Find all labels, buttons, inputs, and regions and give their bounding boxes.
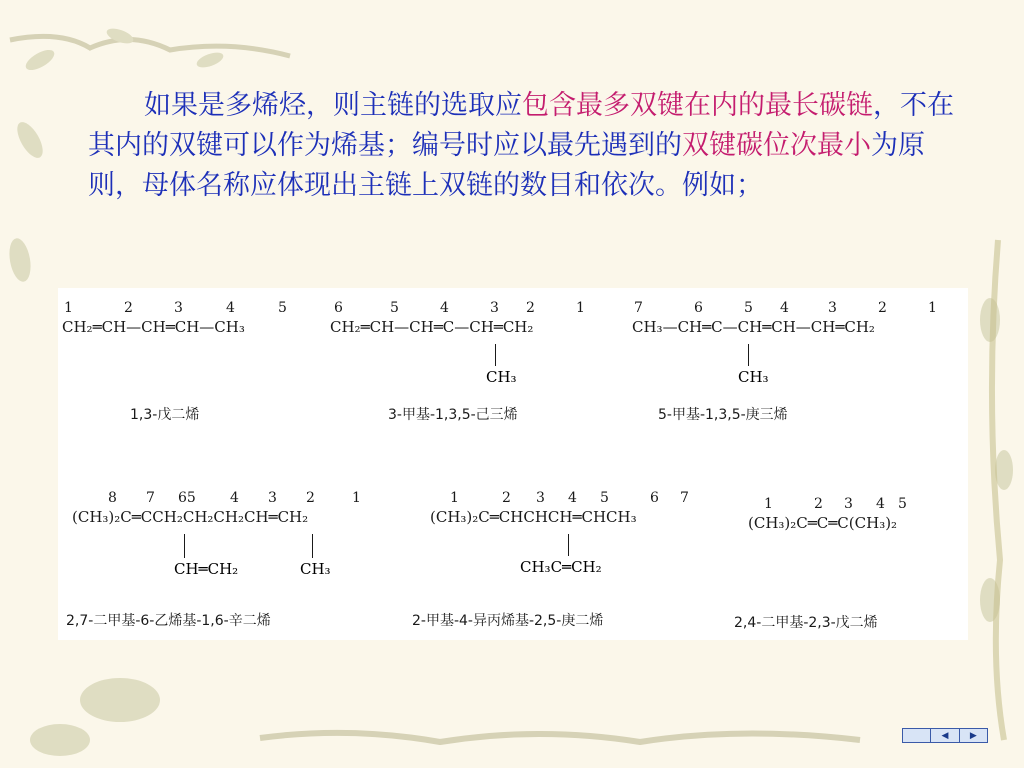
atom-number: 3 [536, 490, 545, 506]
bond-line [184, 534, 185, 558]
atom-number: 5 [278, 300, 287, 316]
atom-number: 4 [780, 300, 789, 316]
atom-number: 1 [576, 300, 585, 316]
atom-number: 3 [844, 496, 853, 512]
prev-slide-button[interactable] [931, 729, 959, 742]
branch-group: CH₃ [300, 560, 331, 578]
molecule-6 [748, 496, 907, 536]
atom-number: 6 [334, 300, 343, 316]
bond-line [495, 344, 496, 366]
para-highlight-2: 双键碳位次最小 [682, 130, 871, 161]
molecule-5 [430, 490, 689, 530]
atom-number: 3 [490, 300, 499, 316]
compound-name: 2,7-二甲基-6-乙烯基-1,6-辛二烯 [66, 613, 271, 629]
bond-line [312, 534, 313, 558]
atom-number: 1 [764, 496, 773, 512]
atom-number: 5 [390, 300, 399, 316]
structural-formula: (CH₃)₂C═C═C(CH₃)₂ [748, 514, 898, 532]
structures-panel [58, 288, 968, 640]
molecule-1 [62, 300, 287, 340]
atom-number: 7 [634, 300, 643, 316]
bond-line [568, 534, 569, 556]
para-highlight-1: 包含最多双键在内的最长碳链 [522, 90, 873, 121]
compound-name: 2-甲基-4-异丙烯基-2,5-庚二烯 [412, 613, 604, 629]
atom-number: 1 [450, 490, 459, 506]
structural-formula: CH₂═CH—CH═CH—CH₃ [62, 318, 245, 336]
atom-number: 3 [828, 300, 837, 316]
molecule-3 [632, 300, 937, 340]
atom-number: 7 [680, 490, 689, 506]
atom-number: 3 [174, 300, 183, 316]
atom-number: 4 [226, 300, 235, 316]
compound-name: 1,3-戊二烯 [130, 407, 200, 423]
atom-number: 7 [146, 490, 155, 506]
atom-number: 2 [502, 490, 511, 506]
atom-number: 2 [878, 300, 887, 316]
structural-formula: (CH₃)₂C═CHCHCH═CHCH₃ [430, 508, 637, 526]
atom-numbers [62, 300, 287, 318]
atom-number: 1 [352, 490, 361, 506]
atom-numbers [748, 496, 907, 514]
atom-number: 3 [268, 490, 277, 506]
atom-number: 4 [876, 496, 885, 512]
atom-number: 6 [650, 490, 659, 506]
atom-number: 65 [178, 490, 196, 506]
next-slide-button[interactable] [960, 729, 987, 742]
triangle-right-icon: ▶ [969, 730, 977, 741]
molecule-2 [330, 300, 585, 340]
branch-group: CH₃ [738, 368, 769, 386]
atom-number: 1 [64, 300, 73, 316]
atom-number: 5 [600, 490, 609, 506]
para-seg-3: 为原则，母体名称应体现出主链上双链的数目和依次。例如； [88, 130, 925, 201]
body-paragraph [88, 86, 958, 206]
atom-number: 2 [526, 300, 535, 316]
structural-formula: CH₃—CH═C—CH═CH—CH═CH₂ [632, 318, 875, 336]
bond-line [748, 344, 749, 366]
atom-number: 4 [440, 300, 449, 316]
atom-numbers [330, 300, 585, 318]
atom-numbers [72, 490, 361, 508]
para-seg-1: 如果是多烯烃，则主链的选取应 [144, 90, 522, 121]
atom-numbers [632, 300, 937, 318]
atom-number: 6 [694, 300, 703, 316]
atom-number: 5 [898, 496, 907, 512]
atom-number: 1 [928, 300, 937, 316]
branch-group: CH₃C═CH₂ [520, 558, 602, 576]
atom-number: 8 [108, 490, 117, 506]
atom-number: 5 [744, 300, 753, 316]
branch-group: CH₃ [486, 368, 517, 386]
slide-nav-bar [902, 728, 988, 743]
para-seg-2: ，不在其内的双键可以作为烯基；编号时应以最先遇到的 [88, 90, 954, 161]
compound-name: 3-甲基-1,3,5-己三烯 [388, 407, 518, 423]
triangle-left-icon: ◀ [941, 730, 949, 741]
atom-numbers [430, 490, 689, 508]
structural-formula: (CH₃)₂C═CCH₂CH₂CH₂CH═CH₂ [72, 508, 309, 526]
structural-formula: CH₂═CH—CH═C—CH═CH₂ [330, 318, 534, 336]
compound-name: 5-甲基-1,3,5-庚三烯 [658, 407, 788, 423]
atom-number: 2 [306, 490, 315, 506]
nav-blank-left [903, 729, 931, 742]
atom-number: 2 [124, 300, 133, 316]
atom-number: 4 [568, 490, 577, 506]
molecule-4 [72, 490, 361, 530]
compound-name: 2,4-二甲基-2,3-戊二烯 [734, 615, 878, 631]
atom-number: 2 [814, 496, 823, 512]
branch-group: CH═CH₂ [174, 560, 239, 578]
atom-number: 4 [230, 490, 239, 506]
